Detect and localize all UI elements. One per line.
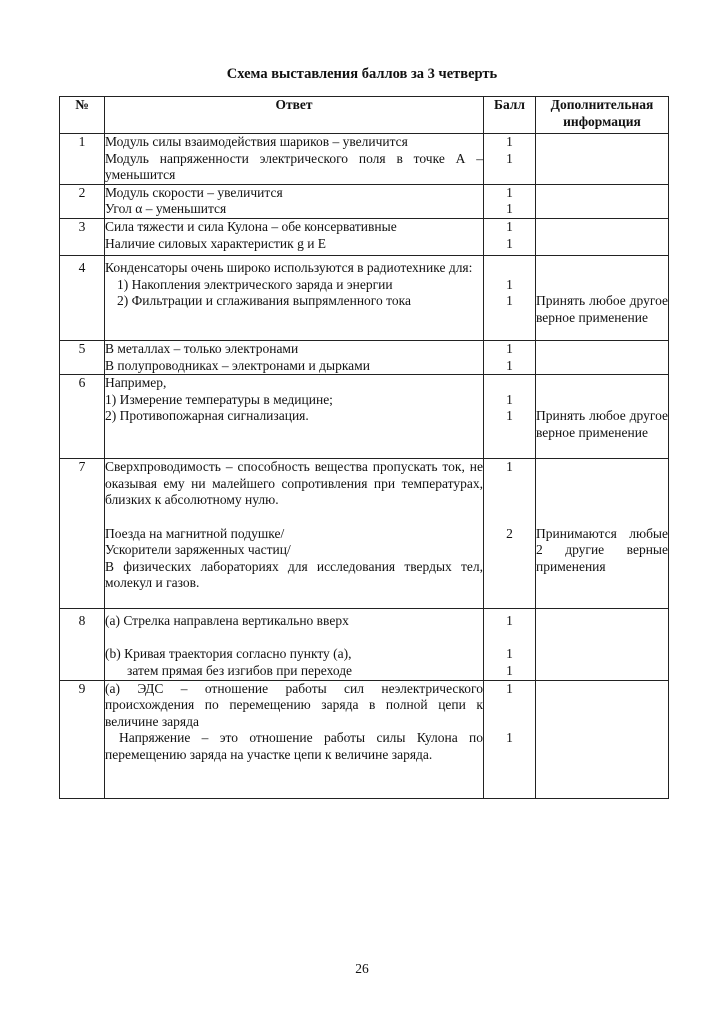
table-row	[60, 680, 669, 798]
row-number: 5	[60, 340, 105, 374]
points-value: 1	[506, 201, 513, 217]
info-text: Принимаются любые 2 другие верные применения	[536, 525, 668, 574]
info-cell	[536, 375, 669, 459]
answer-line: Ускорители заряженных частиц/	[105, 542, 291, 558]
answer-cell	[105, 680, 484, 798]
answer-intro: Например,	[105, 375, 167, 391]
info-text: Принять любое другое верное применение	[536, 408, 668, 440]
info-cell	[536, 459, 669, 609]
points-value: 1	[506, 408, 513, 424]
answer-intro: Конденсаторы очень широко используются в радиотехнике для:	[105, 259, 473, 275]
answer-paragraph: Напряжение – это отношение работы силы Кулона по перемещению заряда на участке цепи к величине заряда.	[105, 730, 483, 762]
answer-line: Модуль напряженности электрического поля в точке А – уменьшится	[105, 150, 483, 183]
points-value: 1	[506, 730, 513, 746]
table-row	[60, 218, 669, 255]
answer-cell	[105, 609, 484, 680]
row-number: 6	[60, 375, 105, 459]
answer-line: 1) Измерение температуры в медицине;	[105, 391, 333, 407]
header-num: №	[60, 97, 105, 134]
points-value: 1	[506, 646, 513, 662]
answer-line: Угол α – уменьшится	[105, 201, 227, 217]
answer-paragraph: (а) ЭДС – отношение работы сил неэлектрического происхождения по перемещению заряда в полной цепи к величине заряда	[105, 680, 483, 729]
points-value: 2	[506, 525, 513, 541]
points-cell	[484, 134, 536, 185]
points-cell	[484, 375, 536, 459]
info-cell	[536, 609, 669, 680]
points-cell	[484, 184, 536, 218]
answer-line: (a) Стрелка направлена вертикально вверх	[105, 613, 349, 629]
page-title: Схема выставления баллов за 3 четверть	[226, 66, 498, 82]
answer-line: 2) Противопожарная сигнализация.	[105, 408, 309, 424]
info-cell	[536, 340, 669, 374]
answer-cell	[105, 340, 484, 374]
header-points: Балл	[484, 97, 536, 134]
table-row	[60, 340, 669, 374]
answer-cell	[105, 184, 484, 218]
points-value: 1	[506, 184, 513, 200]
info-cell	[536, 680, 669, 798]
info-text: Принять любое другое верное применение	[536, 293, 668, 325]
answer-cell	[105, 255, 484, 340]
table-row	[60, 609, 669, 680]
points-value: 1	[506, 613, 513, 629]
info-cell	[536, 218, 669, 255]
table-row	[60, 134, 669, 185]
answer-line: затем прямая без изгибов при переходе	[127, 662, 353, 678]
answer-line: Наличие силовых характеристик g и E	[105, 235, 327, 251]
info-cell	[536, 255, 669, 340]
answer-cell	[105, 375, 484, 459]
answer-line: Модуль скорости – увеличится	[105, 184, 283, 200]
points-value: 1	[506, 276, 513, 292]
points-value: 1	[506, 680, 513, 696]
points-value: 1	[506, 662, 513, 678]
row-number: 8	[60, 609, 105, 680]
header-info: Дополнительная информация	[536, 97, 669, 134]
answer-line: 2) Фильтрации и сглаживания выпрямленного тока	[117, 293, 411, 309]
table-header-row	[60, 97, 669, 134]
answer-line: Сила тяжести и сила Кулона – обе консервативные	[105, 218, 397, 234]
points-cell	[484, 218, 536, 255]
points-value: 1	[506, 218, 513, 234]
answer-line: В физических лабораториях для исследования твердых тел, молекул и газов.	[105, 558, 483, 591]
row-number: 4	[60, 255, 105, 340]
row-number: 1	[60, 134, 105, 185]
info-cell	[536, 134, 669, 185]
points-cell	[484, 459, 536, 609]
answer-line: 1) Накопления электрического заряда и энергии	[117, 276, 393, 292]
table-row	[60, 255, 669, 340]
row-number: 2	[60, 184, 105, 218]
answer-line: (b) Кривая траектория согласно пункту (а),	[105, 646, 352, 662]
answer-cell	[105, 134, 484, 185]
page-number: 26	[355, 961, 369, 976]
row-number: 9	[60, 680, 105, 798]
points-value: 1	[506, 357, 513, 373]
points-value: 1	[506, 235, 513, 251]
points-value: 1	[506, 459, 513, 475]
scoring-table	[59, 96, 669, 799]
row-number: 3	[60, 218, 105, 255]
info-cell	[536, 184, 669, 218]
points-value: 1	[506, 150, 513, 166]
answer-line: В металлах – только электронами	[105, 340, 299, 356]
points-cell	[484, 255, 536, 340]
points-value: 1	[506, 340, 513, 356]
row-number: 7	[60, 459, 105, 609]
table-row	[60, 375, 669, 459]
points-value: 1	[506, 391, 513, 407]
points-cell	[484, 340, 536, 374]
points-value: 1	[506, 134, 513, 149]
points-cell	[484, 680, 536, 798]
points-cell	[484, 609, 536, 680]
header-answer: Ответ	[105, 97, 484, 134]
answer-cell	[105, 459, 484, 609]
answer-line: Модуль силы взаимодействия шариков – увеличится	[105, 134, 408, 149]
table-row	[60, 459, 669, 609]
answer-line: Поезда на магнитной подушке/	[105, 525, 285, 541]
answer-cell	[105, 218, 484, 255]
points-value: 1	[506, 293, 513, 309]
table-row	[60, 184, 669, 218]
answer-line: В полупроводниках – электронами и дырками	[105, 357, 370, 373]
answer-paragraph: Сверхпроводимость – способность вещества пропускать ток, не оказывая ему ни малейшего сопротивления при температурах, близких к абсолютному нулю.	[105, 459, 483, 508]
